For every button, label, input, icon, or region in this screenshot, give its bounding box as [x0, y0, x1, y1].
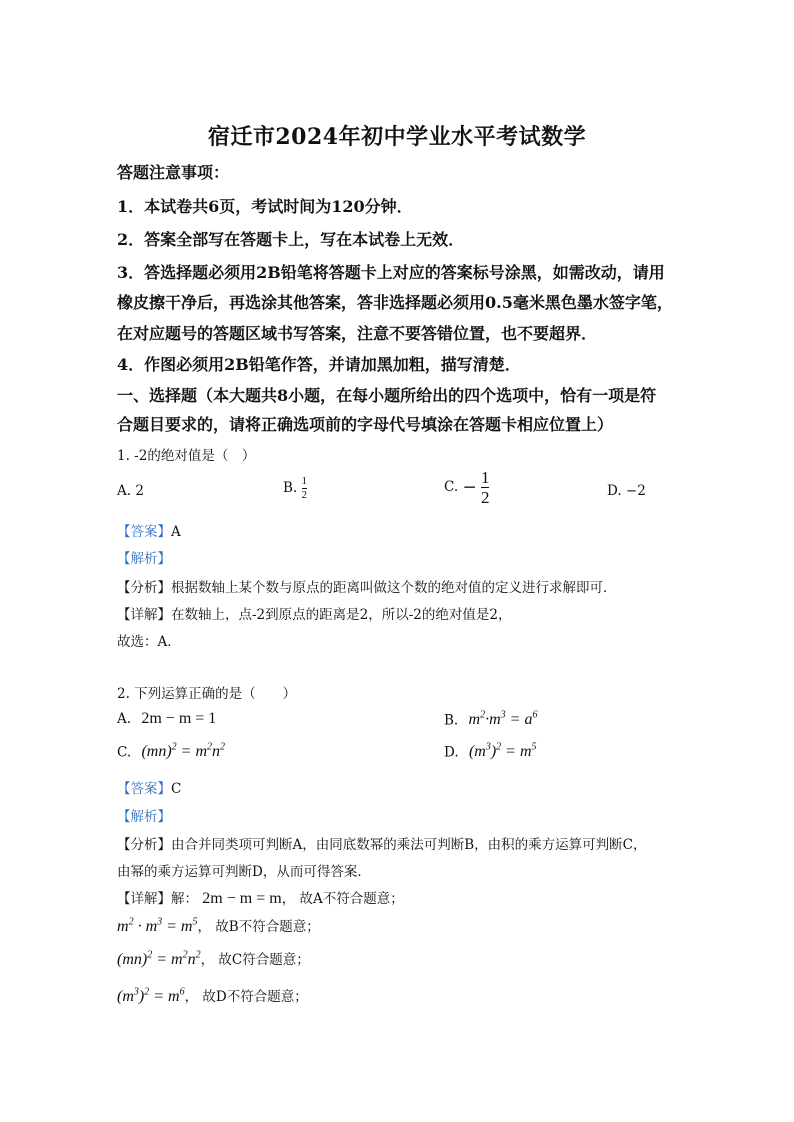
q2-option-d-expression: $(m^3)^2 = m^5$: [468, 742, 537, 761]
fenxi-text: 根据数轴上某个数与原点的距离叫做这个数的绝对值的定义进行求解即可．: [171, 580, 617, 596]
xiangjie-tag: 【详解】: [117, 891, 171, 907]
step-4-text: ， 故D不符合题意；: [184, 989, 308, 1005]
q1-option-b-label: B.: [283, 480, 298, 496]
note-1: 1．本试卷共6页，考试时间为120分钟．: [117, 197, 413, 216]
q2-option-c-expression: $(mn)^2 = m^2n^2$: [141, 742, 226, 761]
q2-option-d-label: D.: [444, 744, 459, 761]
q2-fenxi-line-2: 由幂的乘方运算可判断D，从而可得答案．: [117, 864, 371, 880]
step-3-expression: $(mn)^2 = m^2n^2$: [117, 949, 201, 968]
q1-conclusion: 故选：A．: [117, 634, 181, 650]
q2-option-b-expression: $m^2\cdot m^3 = a^6$: [468, 710, 538, 729]
q2-stem: 2. 下列运算正确的是（ ）: [117, 686, 297, 702]
q2-fenxi-line-1: [117, 833, 647, 853]
note-3-line-3: 在对应题号的答题区域书写答案，注意不要答错位置，也不要超界．: [117, 324, 598, 343]
q1-option-c-label: C.: [444, 479, 459, 495]
q1-answer: [117, 520, 181, 540]
note-4: 4．作图必须用2B铅笔作答，并请加黑加粗，描写清楚．: [117, 355, 521, 374]
step-1-text: ， 故A不符合题意；: [281, 891, 404, 907]
note-3-line-1: 3．答选择题必须用2B铅笔将答题卡上对应的答案标号涂黑，如需改动，请用: [117, 263, 665, 282]
fraction-numerator: 1: [480, 468, 490, 487]
q2-option-b: [444, 710, 537, 729]
q1-analysis-tag: 【解析】: [117, 551, 171, 567]
step-1-expression: 2m − m = m: [202, 890, 282, 907]
q2-option-a-label: A.: [117, 711, 132, 727]
fraction-numerator: 1: [301, 475, 308, 487]
section-heading-line-2: 合题目要求的，请将正确选项前的字母代号填涂在答题卡相应位置上）: [117, 415, 614, 434]
xiangjie-prefix: 解：: [171, 891, 198, 907]
step-2-expression: $m^2 \cdot m^3 = m^5$: [117, 916, 198, 935]
step-2-text: ， 故B不符合题意；: [197, 919, 320, 935]
q2-option-b-label: B.: [444, 712, 459, 729]
q2-step-3: [117, 948, 310, 969]
page-title: 宿迁市2024年初中学业水平考试数学: [207, 124, 587, 150]
answer-value: A: [171, 524, 181, 540]
q2-option-c-label: C.: [117, 744, 132, 761]
answer-tag: 【答案】: [117, 524, 171, 540]
q2-analysis-tag: 【解析】: [117, 809, 171, 825]
q2-option-a: [117, 710, 216, 728]
q2-answer: [117, 777, 181, 797]
q1-stem: 1. -2的绝对值是（ ）: [117, 448, 256, 464]
note-3-line-2: 橡皮擦干净后，再选涂其他答案，答非选择题必须用0.5毫米黑色墨水签字笔，: [117, 293, 673, 312]
fenxi-tag: 【分析】: [117, 580, 171, 596]
section-heading-line-1: 一、选择题（本大题共8小题，在每小题所给出的四个选项中，恰有一项是符: [117, 386, 657, 405]
q2-option-d: [444, 742, 537, 761]
q2-step-2: [117, 915, 320, 936]
note-2: 2．答案全部写在答题卡上，写在本试卷上无效．: [117, 230, 465, 249]
q1-option-c: [444, 469, 489, 506]
fenxi-text: 由合并同类项可判断A，由同底数幂的乘法可判断B，由积的乘方运算可判断C，: [171, 837, 647, 853]
q2-option-c: [117, 742, 225, 761]
step-3-text: ， 故C符合题意；: [200, 952, 310, 968]
notes-header: 答题注意事项：: [117, 163, 230, 182]
fraction-denominator: 2: [480, 488, 490, 507]
q1-option-a: A. 2: [117, 483, 144, 499]
minus-sign: −: [462, 477, 477, 498]
answer-value: C: [171, 781, 182, 797]
q2-step-4: [117, 985, 308, 1006]
fraction-denominator: 2: [301, 489, 308, 501]
answer-tag: 【答案】: [117, 781, 171, 797]
q2-step-1: [117, 887, 404, 908]
q1-option-b: [283, 476, 307, 501]
fenxi-tag: 【分析】: [117, 837, 171, 853]
q1-xiangjie: [117, 603, 511, 623]
q1-option-d: D. −2: [607, 483, 646, 499]
q1-fenxi: [117, 576, 617, 596]
q2-option-a-expression: 2m − m = 1: [141, 710, 217, 727]
step-4-expression: $(m^3)^2 = m^6$: [117, 986, 185, 1005]
q1-option-b-fraction: [302, 476, 308, 501]
q1-option-c-fraction: [481, 469, 490, 506]
xiangjie-text: 在数轴上，点-2到原点的距离是2，所以-2的绝对值是2，: [171, 607, 512, 623]
xiangjie-tag: 【详解】: [117, 607, 171, 623]
